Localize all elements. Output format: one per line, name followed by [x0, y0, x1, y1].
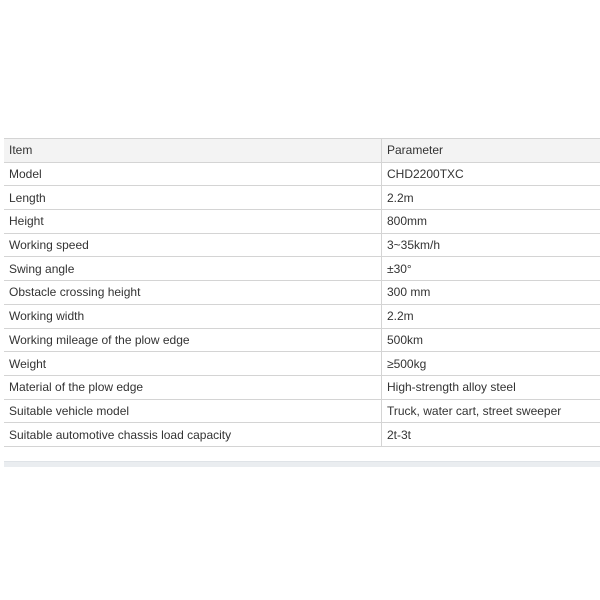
row-item: Working speed [4, 233, 382, 257]
row-value: ≥500kg [382, 352, 600, 376]
row-value: CHD2200TXC [382, 162, 600, 186]
row-value: 300 mm [382, 281, 600, 305]
table-header-row [4, 139, 600, 163]
row-value: ±30° [382, 257, 600, 281]
table-row [4, 162, 600, 186]
row-value: High-strength alloy steel [382, 375, 600, 399]
row-value: Truck, water cart, street sweeper [382, 399, 600, 423]
row-item: Height [4, 210, 382, 234]
spec-table [4, 138, 600, 447]
row-item: Length [4, 186, 382, 210]
row-item: Suitable automotive chassis load capacity [4, 423, 382, 447]
row-value: 800mm [382, 210, 600, 234]
table-row [4, 375, 600, 399]
row-item: Working mileage of the plow edge [4, 328, 382, 352]
table-row [4, 186, 600, 210]
header-parameter: Parameter [382, 139, 600, 163]
row-value: 2t-3t [382, 423, 600, 447]
row-item: Swing angle [4, 257, 382, 281]
table-row [4, 257, 600, 281]
row-item: Working width [4, 304, 382, 328]
table-row [4, 281, 600, 305]
row-item: Model [4, 162, 382, 186]
row-item: Obstacle crossing height [4, 281, 382, 305]
row-value: 2.2m [382, 186, 600, 210]
row-item: Weight [4, 352, 382, 376]
bottom-divider-strip [4, 461, 600, 467]
row-value: 2.2m [382, 304, 600, 328]
table-row [4, 352, 600, 376]
table-row [4, 304, 600, 328]
row-item: Suitable vehicle model [4, 399, 382, 423]
header-item: Item [4, 139, 382, 163]
table-row [4, 423, 600, 447]
row-value: 3~35km/h [382, 233, 600, 257]
table-row [4, 210, 600, 234]
table-row [4, 399, 600, 423]
row-value: 500km [382, 328, 600, 352]
row-item: Material of the plow edge [4, 375, 382, 399]
table-row [4, 233, 600, 257]
table-row [4, 328, 600, 352]
